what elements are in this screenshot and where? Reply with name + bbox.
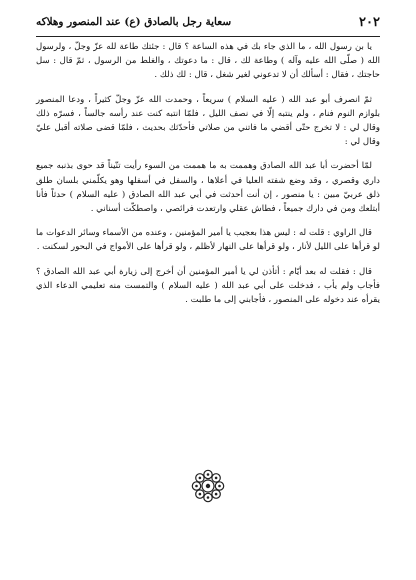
paragraph: قال : فقلت له بعد أيّام : أتأذن لي يا أمير المؤمنين أن أخرج إلى زيارة أبي عبد الله الصادق ؟ فأجاب ولم يأب ، فدخلت على أبي عبد الله ( عليه السلام ) والتمست منه تعليمي الدعاء الذي يقرأه عند دخوله على المنصور ، فأجابني إلى ما طلبت .: [36, 266, 380, 306]
paragraph: يا بن رسول الله ، ما الذي جاء بك في هذه الساعة ؟ قال : جئتك طاعة لله عزّ وجلّ ، ولرسول الله ( صلّى الله عليه وآله ) وطاعة لك ، قال : ما دعوتك ، والغلط من الرسول ، ثمّ قال : سل حاجتك ، فقال : أسألك أن لا تدعوني لغير شغل ، قال : لك ذلك .: [36, 42, 380, 81]
paragraph: ثمّ انصرف أبو عبد الله ( عليه السلام ) سريعاً ، وحمدت الله عزّ وجلّ كثيراً ، ودعا المنصور بلوازم النوم فنام ، ولم ينتبه إلّا في نصف الليل ، فلمّا انتبه كنت عند رأسه جالساً ، فسرّه ذلك وقال لي : لا تخرج حتّى أقضي ما فاتني من صلاتي فأحدّثك بحديث ، فلمّا قضى صلاته أقبل عليّ وقال لي :: [36, 94, 380, 148]
page-number: ٢٠٢: [359, 15, 380, 30]
page-header: [36, 14, 380, 37]
running-title: سعاية رجل بالصادق (ع) عند المنصور وهلاكه: [36, 16, 232, 28]
floral-rosette-ornament-icon: [190, 468, 226, 504]
paragraph: قال الراوي : قلت له : ليس هذا بعجيب يا أمير المؤمنين ، وعنده من الأسماء وسائر الدعوات ما لو قرأها على الليل لأنار ، ولو قرأها على النهار لأظلم ، ولو قرأها على الأمواج في البحور لسكنت .: [36, 228, 380, 253]
page-body: [36, 40, 380, 317]
paragraph: لمّا أحضرت أبا عبد الله الصادق وهممت به ما هممت من السوء رأيت تنّيناً قد حوى بذنبه جميع داري وقصري ، وقد وضع شفته العليا في أعلاها ، والسفل في أسفلها وهو يكلّمني بلسان طلق ذلق عربيّ مبين : يا منصور ، إن أنت أحدثت في أبي عبد الله الصادق ( عليه السلام ) حدثاً فأنا أبتلعك ومن في دارك جميعاً ، فطاش عقلي وارتعدت فرائصي ، واصطكّت أسناني .: [36, 161, 380, 215]
